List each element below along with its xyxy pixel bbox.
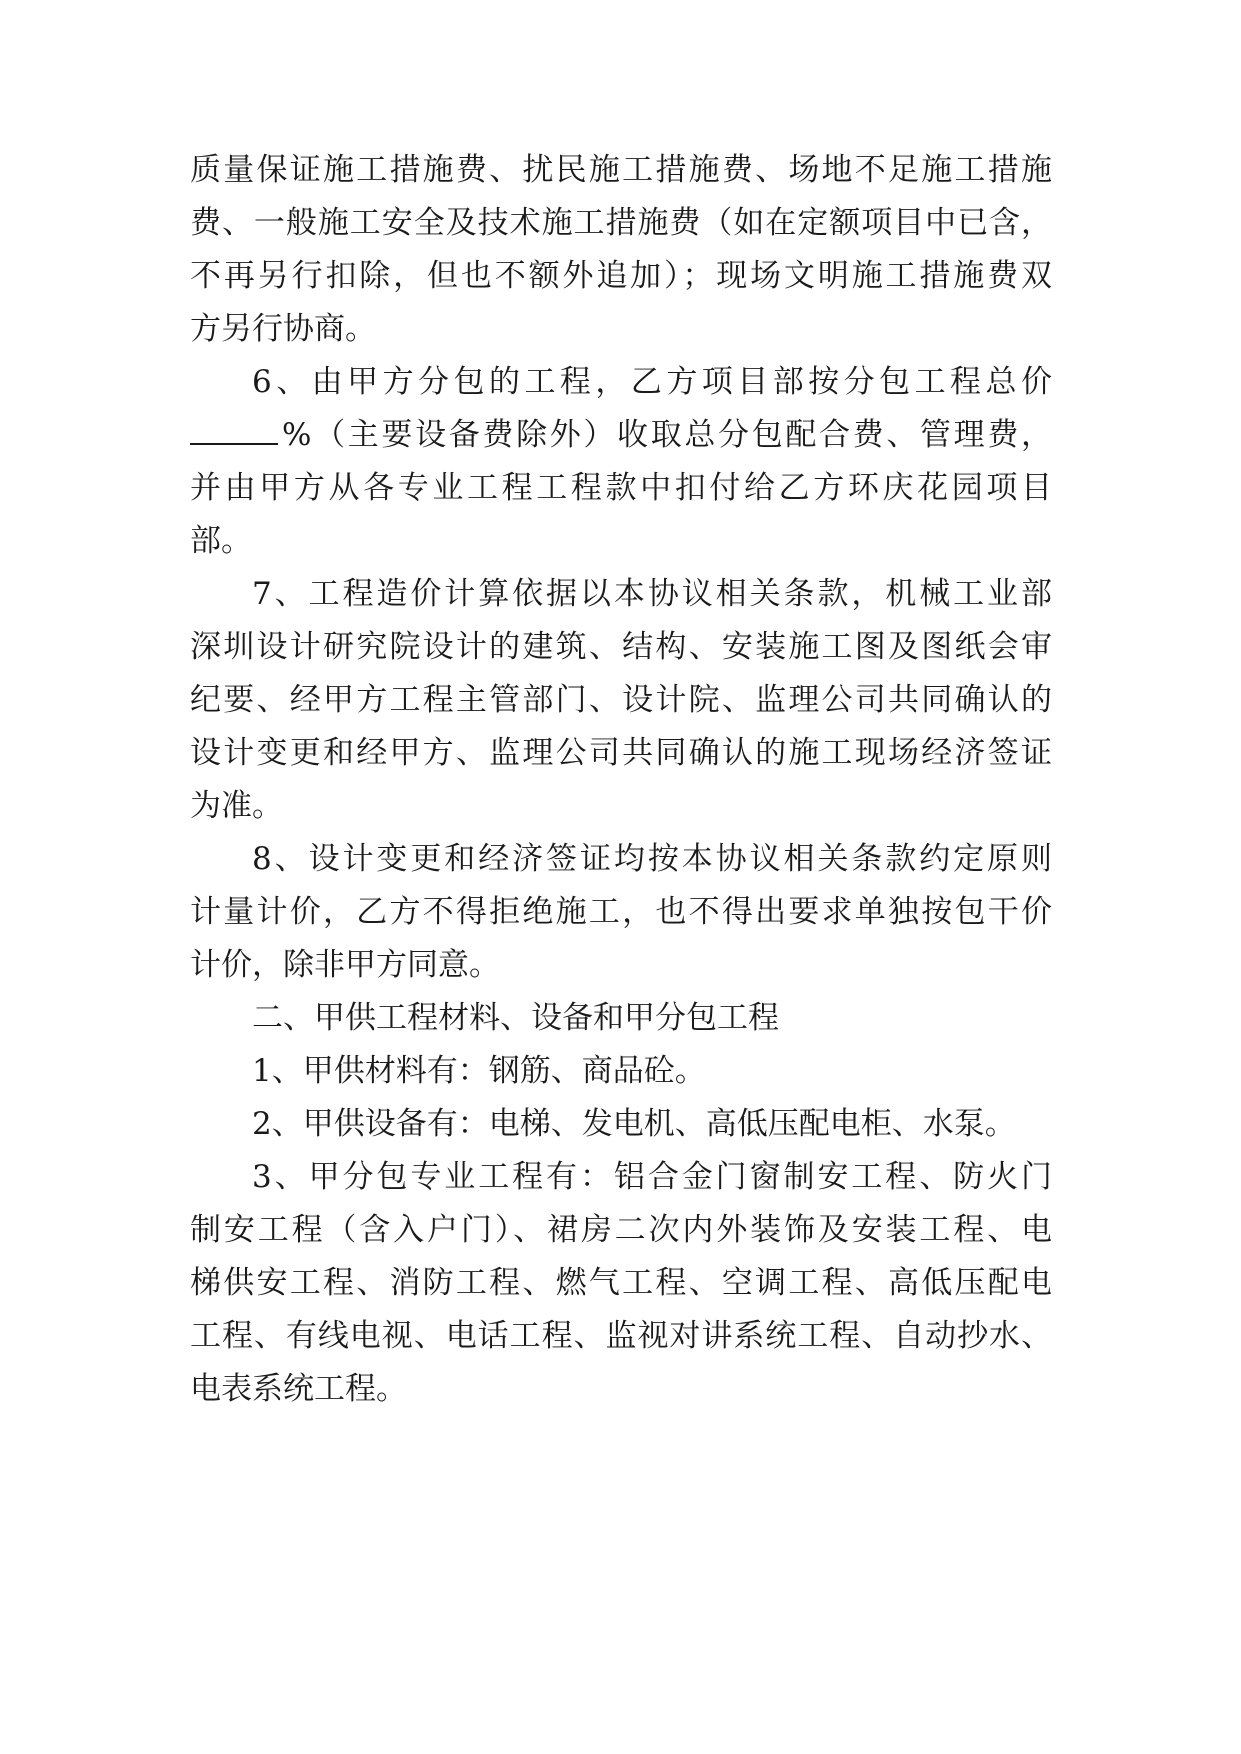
- item-3-line-4: 工程、有线电视、电话工程、监视对讲系统工程、自动抄水、: [190, 1318, 1052, 1354]
- paragraph-7-line-1: 7、工程造价计算依据以本协议相关条款，机械工业部: [252, 576, 1052, 612]
- item-2: 2、甲供设备有：电梯、发电机、高低压配电柜、水泵。: [252, 1106, 1016, 1142]
- fill-in-blank: [190, 443, 278, 445]
- paragraph-7-line-4: 设计变更和经甲方、监理公司共同确认的施工现场经济签证: [190, 735, 1052, 771]
- item-3-line-2: 制安工程（含入户门）、裙房二次内外装饰及安装工程、电: [190, 1212, 1052, 1248]
- paragraph-7-line-5: 为准。: [190, 788, 283, 824]
- paragraph-8-line-2: 计量计价，乙方不得拒绝施工，也不得出要求单独按包干价: [190, 894, 1052, 930]
- item-3-line-1: 3、甲分包专业工程有：铝合金门窗制安工程、防火门: [252, 1159, 1052, 1195]
- paragraph-6-line-1: 6、由甲方分包的工程，乙方项目部按分包工程总价: [252, 364, 1052, 400]
- paragraph-7-line-3: 纪要、经甲方工程主管部门、设计院、监理公司共同确认的: [190, 682, 1052, 718]
- paragraph-6-line-2-text: %（主要设备费除外）收取总分包配合费、管理费，: [282, 417, 1052, 453]
- paragraph-8-line-3: 计价，除非甲方同意。: [190, 947, 500, 983]
- paragraph-6-line-2: [190, 415, 1052, 455]
- text-line-4: 方另行协商。: [190, 311, 376, 347]
- paragraph-8-line-1: 8、设计变更和经济签证均按本协议相关条款约定原则: [252, 841, 1052, 877]
- text-line-1: 质量保证施工措施费、扰民施工措施费、场地不足施工措施: [190, 152, 1052, 188]
- item-1: 1、甲供材料有：钢筋、商品砼。: [252, 1053, 706, 1089]
- item-3-line-3: 梯供安工程、消防工程、燃气工程、空调工程、高低压配电: [190, 1265, 1052, 1301]
- paragraph-7-line-2: 深圳设计研究院设计的建筑、结构、安装施工图及图纸会审: [190, 629, 1052, 665]
- item-3-line-5: 电表系统工程。: [190, 1371, 407, 1407]
- text-line-3: 不再另行扣除，但也不额外追加）；现场文明施工措施费双: [190, 258, 1052, 294]
- paragraph-6-line-3: 并由甲方从各专业工程工程款中扣付给乙方环庆花园项目: [190, 470, 1052, 506]
- section-heading: 二、甲供工程材料、设备和甲分包工程: [252, 1000, 779, 1036]
- paragraph-6-line-4: 部。: [190, 523, 252, 559]
- text-line-2: 费、一般施工安全及技术施工措施费（如在定额项目中已含，: [190, 205, 1052, 241]
